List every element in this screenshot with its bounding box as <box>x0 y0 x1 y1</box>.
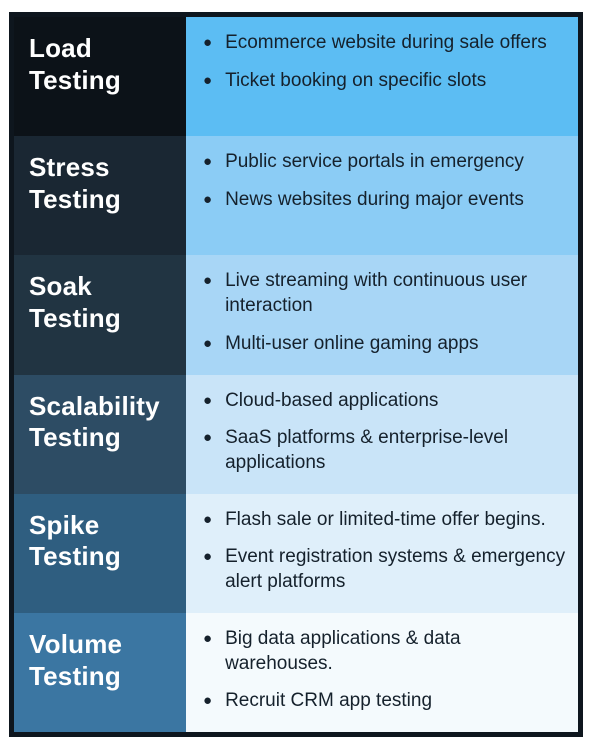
bullet-icon: ● <box>203 391 213 409</box>
bullet-icon: ● <box>203 629 213 647</box>
list-item <box>203 545 566 594</box>
list-item <box>203 269 566 318</box>
row-title: Spike Testing <box>29 509 121 572</box>
bullet-icon: ● <box>203 71 213 89</box>
bullet-icon: ● <box>203 548 213 566</box>
row-title: Load Testing <box>29 33 121 95</box>
row-header-stress-testing <box>14 136 186 255</box>
row-header-volume-testing <box>14 613 186 732</box>
row-examples <box>186 375 578 494</box>
row-examples <box>186 613 578 732</box>
testing-types-table <box>9 12 583 737</box>
list-item-text: News websites during major events <box>225 188 524 210</box>
row-examples <box>186 494 578 613</box>
row-title: Stress Testing <box>29 152 121 214</box>
list-item-text: Ecommerce website during sale offers <box>225 32 547 53</box>
list-item-text: Multi-user online gaming apps <box>225 332 479 354</box>
table-row <box>14 375 578 494</box>
bullet-icon: ● <box>203 272 213 290</box>
list-item-text: Big data applications & data warehouses. <box>225 627 461 674</box>
bullet-icon: ● <box>203 692 213 710</box>
row-header-scalability-testing <box>14 375 186 494</box>
bullet-icon: ● <box>203 510 213 528</box>
row-title: Scalability Testing <box>29 390 160 453</box>
table-row <box>14 136 578 255</box>
row-examples <box>186 17 578 136</box>
list-item <box>203 389 566 414</box>
list-item-text: Recruit CRM app testing <box>225 690 433 712</box>
row-examples <box>186 255 578 374</box>
bullet-icon: ● <box>203 334 213 352</box>
list-item <box>203 31 566 56</box>
list-item-text: Event registration systems & emergency alert platforms <box>225 546 566 593</box>
table-row <box>14 613 578 732</box>
row-title: Soak Testing <box>29 271 121 334</box>
row-title: Volume Testing <box>29 628 123 691</box>
bullet-icon: ● <box>203 153 213 171</box>
list-item <box>203 150 566 175</box>
list-item <box>203 627 566 676</box>
row-header-spike-testing <box>14 494 186 613</box>
list-item-text: Flash sale or limited-time offer begins. <box>225 508 546 530</box>
list-item <box>203 426 566 475</box>
bullet-icon: ● <box>203 429 213 447</box>
row-header-load-testing <box>14 17 186 136</box>
list-item <box>203 332 566 357</box>
list-item <box>203 188 566 213</box>
list-item-text: Public service portals in emergency <box>225 151 524 173</box>
list-item-text: Ticket booking on specific slots <box>225 69 487 91</box>
table-row <box>14 494 578 613</box>
list-item <box>203 508 566 533</box>
table-row <box>14 255 578 374</box>
bullet-icon: ● <box>203 190 213 208</box>
list-item <box>203 69 566 94</box>
list-item <box>203 689 566 714</box>
list-item-text: Cloud-based applications <box>225 389 439 411</box>
bullet-icon: ● <box>203 34 213 51</box>
list-item-text: Live streaming with continuous user interaction <box>225 270 528 317</box>
row-header-soak-testing <box>14 255 186 374</box>
list-item-text: SaaS platforms & enterprise-level applications <box>225 427 509 473</box>
row-examples <box>186 136 578 255</box>
table-row <box>14 17 578 136</box>
